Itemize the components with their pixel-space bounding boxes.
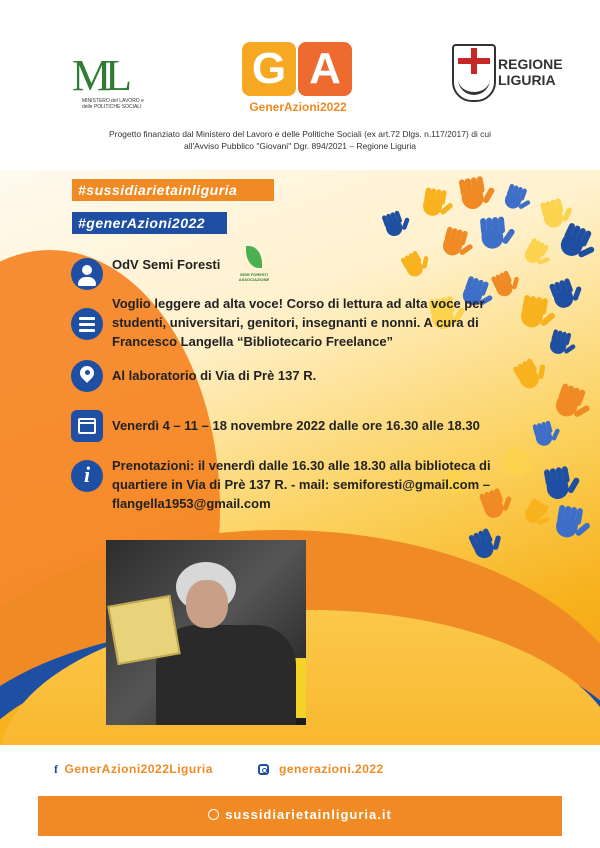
hand-icon [464,523,510,567]
instagram-icon [258,764,269,775]
facebook-link[interactable] [54,762,213,777]
instagram-handle: generazioni.2022 [279,762,384,776]
organization-name: OdV Semi Foresti [112,257,221,272]
hand-icon [417,186,458,223]
logo-letter-a: A [298,42,352,96]
semi-foresti-logo [234,246,274,282]
info-icon: i [71,460,103,492]
funding-statement [60,128,540,152]
leaf-icon [246,246,262,268]
hand-icon [549,504,595,547]
website-bar [38,796,562,836]
logo-letter-g: G [242,42,296,96]
header [0,0,600,170]
hand-icon [454,174,500,217]
region-logo-text: REGIONE LIGURIA [498,56,563,88]
regione-liguria-logo [452,44,562,104]
ministry-logo-caption: MINISTERO del LAVORO e delle POLITICHE SOCIALI [82,98,144,110]
hand-icon [475,215,519,254]
hand-icon [436,225,479,265]
funding-line-2: all'Avviso Pubblico "Giovani" Dgr. 894/2021 – Regione Liguria [184,141,416,151]
dates-text: Venerdì 4 – 11 – 18 novembre 2022 dalle ore 16.30 alle 18.30 [112,418,480,433]
calendar-icon [71,410,103,442]
user-icon [71,258,103,290]
hand-icon [397,246,437,285]
hand-icon [529,418,566,452]
semi-logo-caption: SEMI FORESTI ASSOCIAZIONE [238,272,270,282]
speaker-photo [106,540,306,725]
hand-icon [498,182,536,218]
facebook-icon: f [54,762,59,776]
hand-icon [517,236,557,275]
ministry-logo [70,50,145,110]
globe-icon [208,809,219,820]
list-icon [71,308,103,340]
facebook-handle: GenerAzioni2022Liguria [64,762,213,776]
hand-icon [544,328,581,362]
liguria-shield-icon [452,44,496,102]
hashtag-generazioni: #generAzioni2022 [72,212,227,234]
generazioni-logo [238,40,358,120]
website-url: sussidiarietainliguria.it [225,807,392,822]
instagram-link[interactable] [258,762,384,776]
course-description: Voglio leggere ad alta voce! Corso di lettura ad alta voce per studenti, universitari, genitori, insegnanti e nonni. A cura di Francesco Langella “Bibliotecario Freelance” [112,296,485,349]
social-links [0,745,600,793]
hashtag-sussidiarieta: #sussidiarietainliguria [72,179,274,201]
location-pin-icon [71,360,103,392]
website-link[interactable] [38,807,562,822]
booking-text: Prenotazioni: il venerdì dalle 16.30 alle 18.30 alla biblioteca di quartiere in Via di Prè 137 R. - mail: semiforesti@gmail.com – flangella1953@gmail.com [112,458,491,511]
ga-logo-caption: GenerAzioni2022 [249,100,347,114]
hand-icon [539,464,585,507]
funding-line-1: Progetto finanziato dal Ministero del Lavoro e delle Politiche Sociali (ex art.72 Dlgs. n.117/2017) di cui [108,129,492,139]
location-text: Al laboratorio di Via di Prè 137 R. [112,368,317,383]
hand-icon [509,352,556,397]
hand-icon [378,207,416,243]
ministry-logo-letters: ML [72,51,126,100]
